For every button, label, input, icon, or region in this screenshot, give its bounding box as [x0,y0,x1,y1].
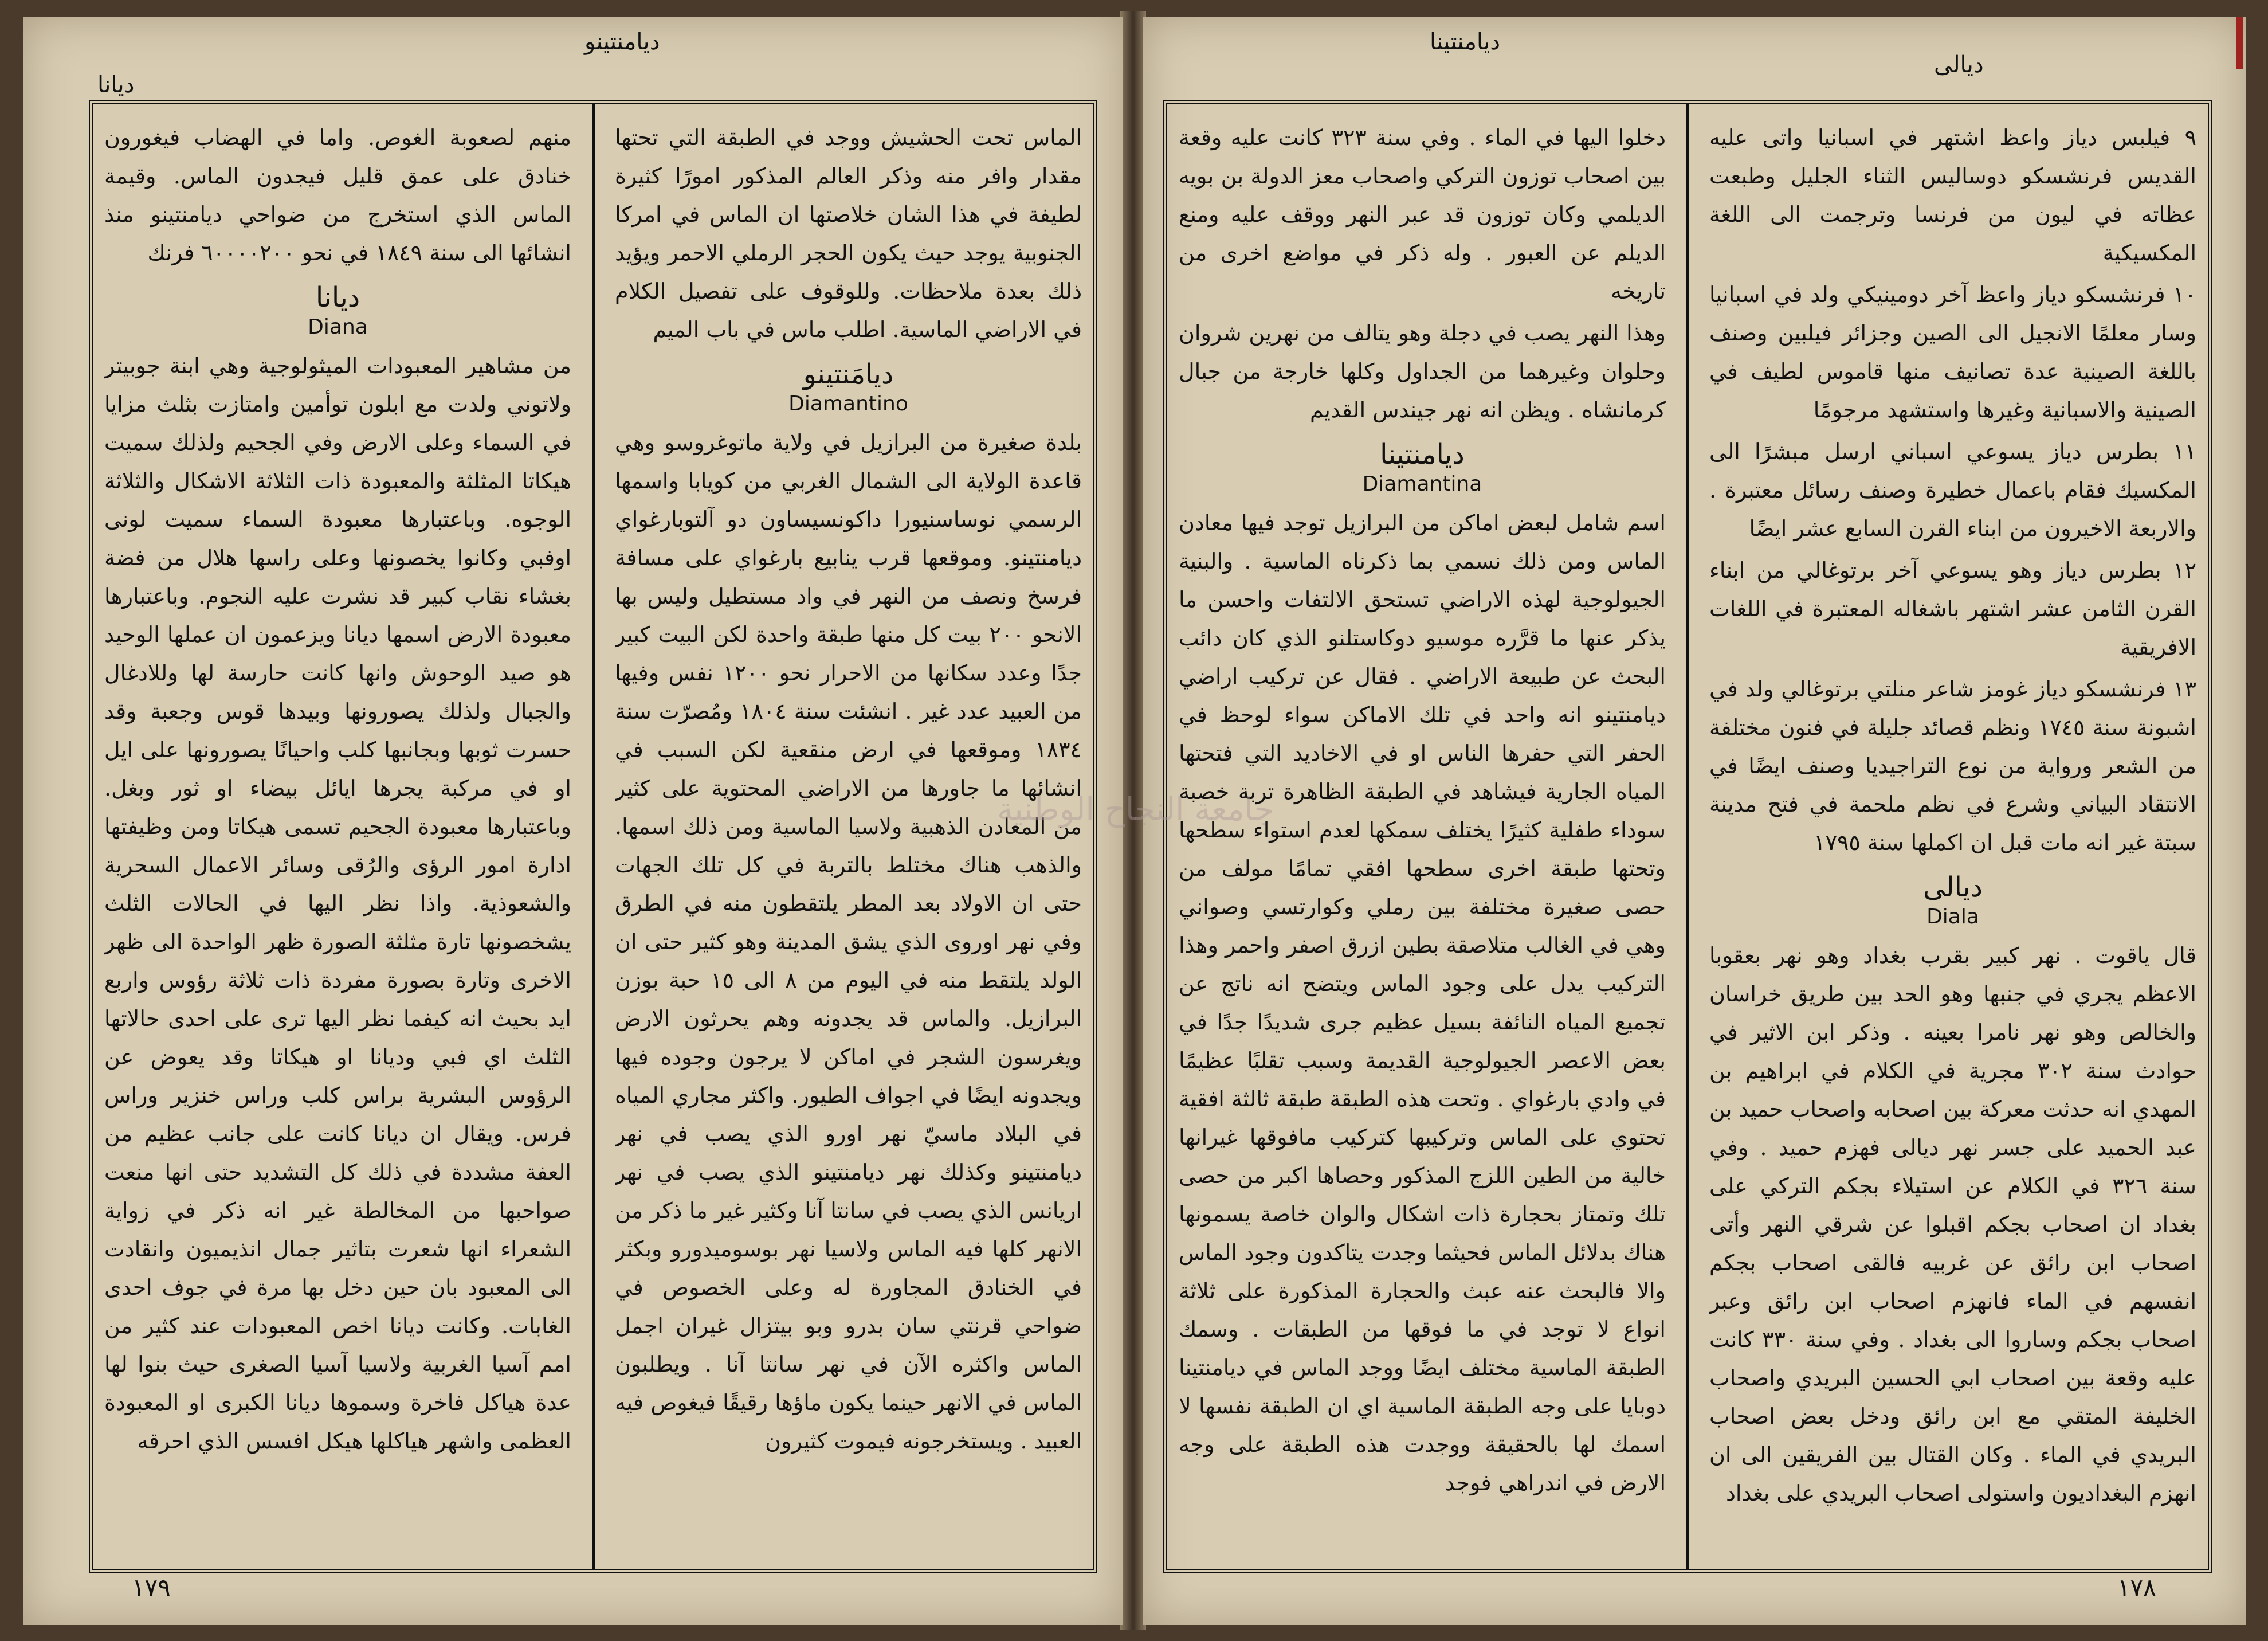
paragraph: ١٣ فرنشسكو دياز غومز شاعر منلتي برتوغالي ولد في اشبونة سنة ١٧٤٥ ونظم قصائد جليلة في فنون مختلفة من الشعر ورواية من نوع التراجيديا وصنف ايضًا في الانتقاد البياني وشرع في نظم ملحمة في فتح مدينة سبتة غير انه مات قبل ان اكملها سنة ١٧٩٥ [1709,676,2196,855]
right-text-frame [1163,100,2212,1573]
entry-title: ديالى [1923,871,1983,903]
library-watermark: جامعة النجاح الوطنية [997,791,1274,828]
entry-latin-title: Diala [1926,905,1979,929]
column-rule [1686,104,1689,1569]
right-page [1143,17,2246,1625]
paragraph: الماس تحت الحشيش ووجد في الطبقة التي تحتها مقدار وافر منه وذكر العالم المذكور امورًا كثيرة لطيفة في هذا الشان خلاصتها ان الماس في امركا الجنوبية يوجد حيث يكون الحجر الرملي الاحمر ويؤيد ذلك بعدة ملاحظات. وللوقوف على تفصيل الكلام في الاراضي الماسية. اطلب ماس في باب الميم [615,125,1082,342]
entry-title: ديامَنتينو [803,358,894,390]
left-running-head-center: ديامنتينو [584,29,660,55]
column-rule [592,104,595,1569]
left-col-a [615,119,1082,1555]
paragraph: قال ياقوت . نهر كبير بقرب بغداد وهو نهر بعقوبا الاعظم يجري في جنبها وهو الحد بين طريق خراسان والخالص وهو نهر نامرا بعينه . وذكر ابن الاثير في حوادث سنة ٣٠٢ مجرية في الكلام في ابراهيم بن المهدي انه حدثت معركة بين اصحابه واصحاب حميد بن عبد الحميد على جسر نهر ديالى فهزم حميد . وفي سنة ٣٢٦ في الكلام عن استيلاء بجكم التركي على بغداد ان اصحاب بجكم اقبلوا عن شرقي النهر وأتى اصحاب ابن رائق عن غربيه فالقى اصحاب بجكم انفسهم في الماء فانهزم اصحاب ابن رائق وعبر اصحاب بجكم وساروا الى بغداد . وفي سنة ٣٣٠ كانت عليه وقعة بين اصحاب ابي الحسين البريدي واصحاب الخليفة المتقي مع ابن رائق ودخل بعض اصحاب البريدي في الماء . وكان القتال بين الفريقين الى ان انهزم البغداديون واستولى اصحاب البريدي على بغداد [1709,943,2196,1506]
paragraph: ١١ بطرس دياز يسوعي اسباني ارسل مبشرًا الى المكسيك فقام باعمال خطيرة وصنف رسائل معتبرة . والاربعة الاخيرون من ابناء القرن السابع عشر ايضًا [1709,439,2196,541]
paragraph: من مشاهير المعبودات الميثولوجية وهي ابنة جوبيتر ولاتوني ولدت مع ابلون توأمين وامتازت بثلث مزايا في السماء وعلى الارض وفي الجحيم ولذلك سميت هيكاتا المثلثة والمعبودة ذات الثلاثة الاشكال والثلاثة الوجوه. وباعتبارها معبودة السماء سميت لونى اوفبي وكانوا يخصونها وعلى راسها هلال من فضة بغشاء نقاب كبير قد نشرت عليه النجوم. وباعتبارها معبودة الارض اسمها ديانا ويزعمون ان عملها الوحيد هو صيد الوحوش وانها كانت حارسة لها وللادغال والجبال ولذلك يصورونها وبيدها قوس وجعبة وقد حسرت ثوبها وبجانبها كلب واحيانًا يصورونها على ايل او في مركبة يجرها ايائل بيضاء او ثور وبغل. وباعتبارها معبودة الجحيم تسمى هيكاتا ومن وظيفتها ادارة امور الرؤى والرُقى وسائر الاعمال السحرية والشعوذية. واذا نظر اليها في الحالات الثلث يشخصونها تارة مثلثة الصورة ظهر الواحدة الى ظهر الاخرى وتارة بصورة مفردة ذات ثلاثة رؤوس واربع ايد بحيث انه كيفما نظر اليها ترى على احدى حالاتها الثلث اي فبي وديانا او هيكاتا وقد يعوض عن الرؤوس البشرية براس كلب وراس خنزير وراس فرس. ويقال ان ديانا كانت على جانب عظيم من العفة مشددة في ذلك كل التشديد حتى انها منعت صواحبها من المخالطة غير انه ذكر في زواية الشعراء انها شعرت بتاثير جمال انذيميون وانقادت الى المعبود بان حين دخل بها مرة في جوف احدى الغابات. وكانت ديانا اخص المعبودات عند كثير من امم آسيا الغربية ولاسيا آسيا الصغرى حيث بنوا لها عدة هياكل فاخرة وسموها ديانا الكبرى او المعبودة العظمى واشهر هياكلها هيكل افسس الذي احرقه [104,353,571,1454]
paragraph: بلدة صغيرة من البرازيل في ولاية ماتوغروسو وهي قاعدة الولاية الى الشمال الغربي من كويابا واسمها الرسمي نوساسنيورا داكونسيساون دو آلتوبارغواي ديامنتينو. وموقعها قرب ينابيع بارغواي على مسافة فرسخ ونصف من النهر في واد مستطيل وليس بها الانحو ٢٠٠ بيت كل منها طبقة واحدة لكن البيت كبير جدًا وعدد سكانها من الاحرار نحو ١٢٠٠ نفس وفيها من العبيد عدد غير . انشئت سنة ١٨٠٤ ومُصرّت سنة ١٨٣٤ وموقعها في ارض منقعية لكن السبب في انشائها ما جاورها من الاراضي المحتوية على كثير من المعادن الذهبية ولاسيا الماسية ومن ذلك اسمها. والذهب هناك مختلط بالتربة في كل تلك الجهات حتى ان الاولاد بعد المطر يلتقطون منه في الطرق وفي نهر اوروى الذي يشق المدينة وهو كثير حتى ان الولد يلتقط منه في اليوم من ٨ الى ١٥ حبة بوزن البرازيل. والماس قد يجدونه وهم يحرثون الارض ويغرسون الشجر في اماكن لا يرجون وجوده فيها ويجدونه ايضًا في اجواف الطيور. واكثر مجاري المياه في البلاد ماسيّ نهر اورو الذي يصب في نهر ديامنتينو وكذلك نهر ديامنتينو الذي يصب في نهر اريانس الذي يصب في سانتا آنا وكثير غير ما ذكر من الانهر كلها فيه الماس ولاسيا نهر بوسوميدورو وبكثر في الخنادق المجاورة له وعلى الخصوص في ضواحي قرنتي سان بدرو وبو بيتزال غيران اجمل الماس واكثره الآن في نهر سانتا آنا . ويطلبون الماس في الانهر حينما يكون ماؤها رقيقًا فيغوص فيه العبيد . ويستخرجونه فيموت كثيرون [615,430,1082,1454]
entry-latin-title: Diamantino [788,392,908,416]
right-running-head-center: ديامنتينا [1430,29,1501,55]
paragraph: منهم لصعوبة الغوص. واما في الهضاب فيغورون خنادق على عمق قليل فيجدون الماس. وقيمة الماس الذي استخرج من ضواحي ديامنتينو منذ انشائها الى سنة ١٨٤٩ في نحو ٦٠٠٠٠٢٠٠ فرنك [104,125,571,265]
right-running-head-side: ديالى [1934,52,1984,78]
right-col-a [1179,119,1666,1555]
page-edge-mark [2236,17,2243,69]
left-text-frame [89,100,1097,1573]
entry-latin-title: Diamantina [1362,472,1482,496]
left-running-head-side: ديانا [97,72,135,98]
right-col-b [1709,119,2196,1555]
paragraph: وهذا النهر يصب في دجلة وهو يتالف من نهرين شروان وحلوان وغيرهما من الجداول وكلها خارجة من جبال كرمانشاه . ويظن انه نهر جيندس القديم [1179,320,1666,422]
left-page-number: ١٧٩ [132,1573,171,1601]
entry-title: ديانا [315,281,360,314]
paragraph: دخلوا اليها في الماء . وفي سنة ٣٢٣ كانت عليه وقعة بين اصحاب توزون التركي واصحاب معز الدولة بن بويه الديلمي وكان توزون قد عبر النهر ووقف عليه ومنع الديلم عن العبور . وله ذكر في مواضع اخرى من تاريخه [1179,125,1666,304]
paragraph: ٩ فيلبس دياز واعظ اشتهر في اسبانيا واتى عليه القديس فرنشسكو دوساليس الثناء الجليل وطبعت عظاته في ليون من فرنسا وترجمت الى اللغة المكسيكية [1709,125,2196,265]
paragraph: اسم شامل لبعض اماكن من البرازيل توجد فيها معادن الماس ومن ذلك نسمي بما ذكرناه الماسية . والبنية الجيولوجية لهذه الاراضي تستحق الالتفات واحسن ما يذكر عنها ما قرَّره موسيو دوكاستلنو الذي كان دائب البحث عن طبيعة الاراضي . فقال عن تركيب اراضي ديامنتينو انه واحد في تلك الاماكن سواء لوحظ في الحفر التي حفرها الناس او في الاخاديد التي فتحتها المياه الجارية فيشاهد في الطبقة الظاهرة تربة خصبة سوداء طفلية كثيرًا يختلف سمكها لعدم استواء سطحها وتحتها طبقة اخرى سطحها افقي تمامًا مولف من حصى صغيرة مختلفة بين رملي وكوارتسي وصواني وهي في الغالب متلاصقة بطين ازرق اصفر واحمر وهذا التركيب يدل على وجود الماس ويتضح انه ناتج عن تجميع المياه النائفة بسيل عظيم جرى شديدًا جدًا في بعض الاعصر الجيولوجية القديمة وسبب تقلبًا عظيمًا في وادي بارغواي . وتحت هذه الطبقة طبقة ثالثة افقية تحتوي على الماس وتركيبها كتركيب مافوقها غيرانها خالية من الطين اللزج المذكور وحصاها اكبر من حصى تلك وتمتاز بحجارة ذات اشكال والوان خاصة يسمونها هناك بدلائل الماس فحيثما وجدت يتاكدون وجود الماس والا فالبحث عنه عبث والحجارة المذكورة على ثلاثة انواع لا توجد في ما فوقها من الطبقات . وسمك الطبقة الماسية مختلف ايضًا ووجد الماس في ديامنتينا دوبايا على وجه الطبقة الماسية اي ان الطبقة نفسها لا اسمك لها بالحقيقة ووجدت هذه الطبقة على وجه الارض في اندراهي فوجد [1179,510,1666,1495]
left-col-b [104,119,571,1555]
left-page [23,17,1123,1625]
entry-latin-title: Diana [308,315,368,339]
paragraph: ١٠ فرنشسكو دياز واعظ آخر دومينيكي ولد في اسبانيا وسار معلمًا الانجيل الى الصين وجزائر فيلبين وصنف باللغة الصينية عدة تصانيف منها قاموس لطيف في الصينية والاسبانية وغيرها واستشهد مرجومًا [1709,282,2196,422]
entry-title: ديامنتينا [1380,438,1465,471]
paragraph: ١٢ بطرس دياز وهو يسوعي آخر برتوغالي من ابناء القرن الثامن عشر اشتهر باشغاله المعتبرة في اللغات الافريقية [1709,558,2196,660]
right-page-number: ١٧٨ [2117,1573,2156,1601]
